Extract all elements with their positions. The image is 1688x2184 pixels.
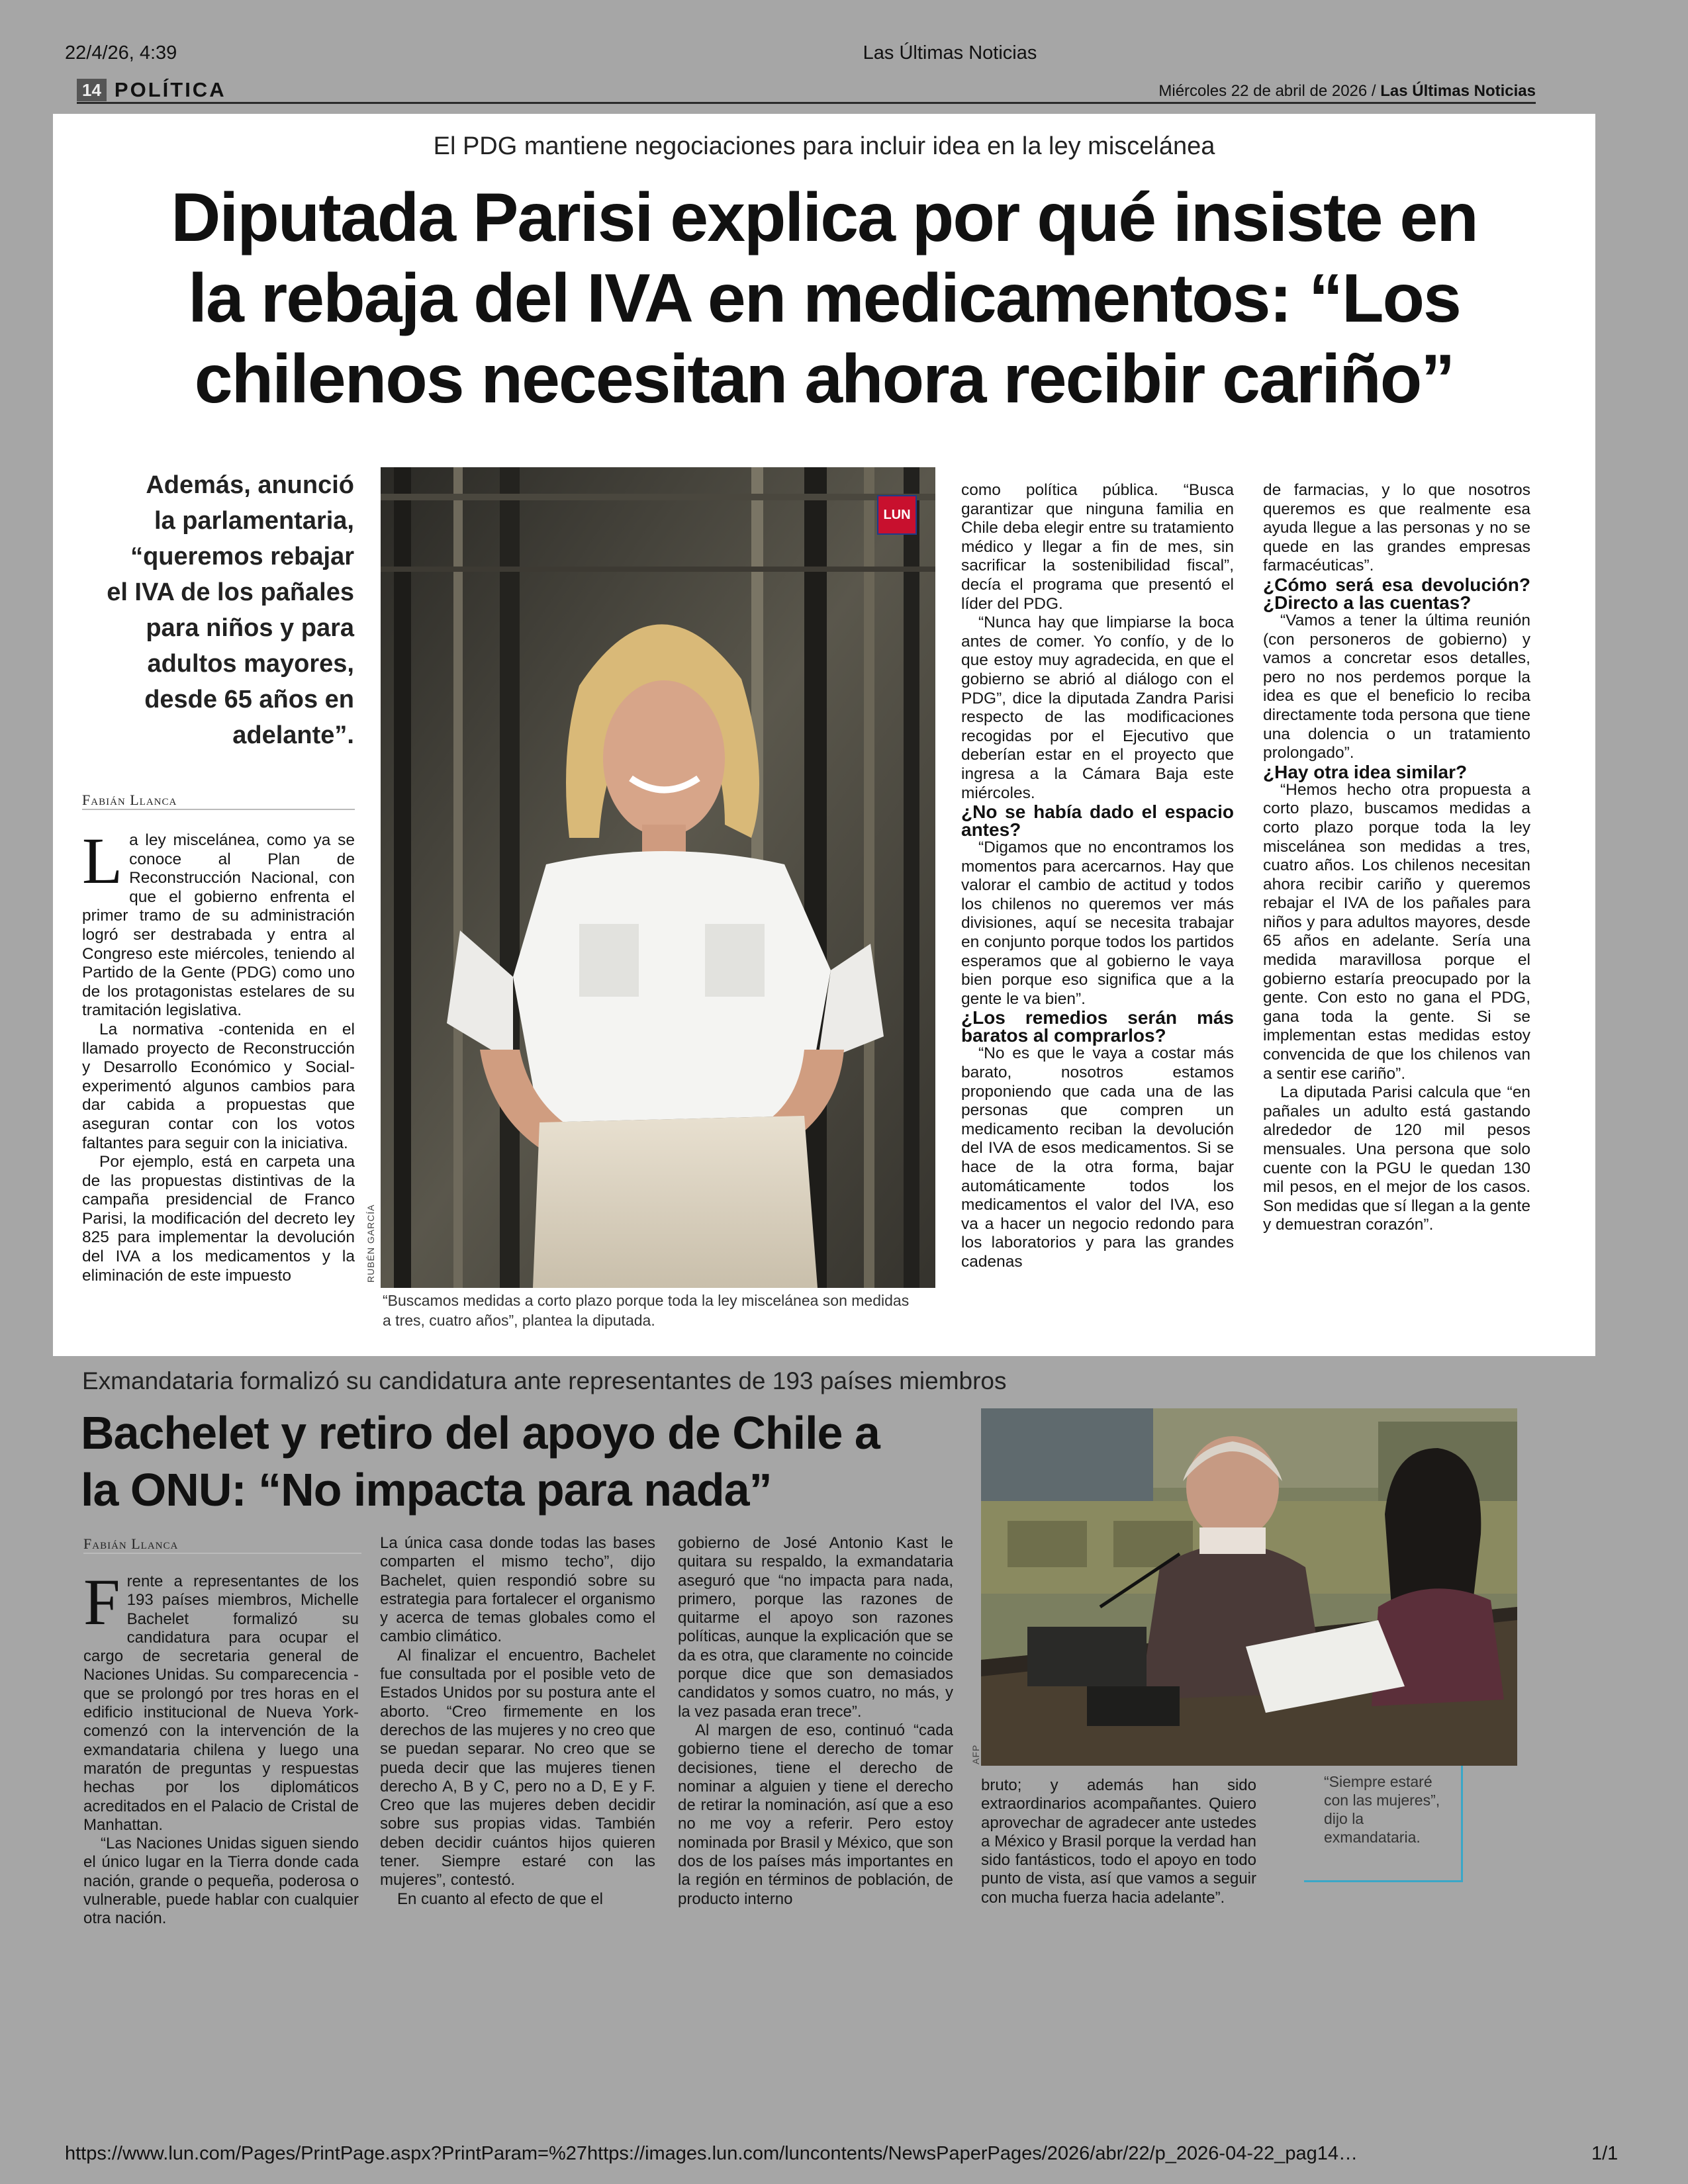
parisi-photo-illustration bbox=[381, 467, 935, 1288]
article1-headline bbox=[53, 177, 1595, 420]
lead-line: desde 65 años en bbox=[144, 686, 354, 713]
interview-question: ¿Hay otra idea similar? bbox=[1263, 761, 1468, 782]
body-paragraph: “Las Naciones Unidas siguen siendo el único lugar en la Tierra donde cada nación, grande o pequeña, poderosa o vulnerable, puede hablar con cualquier otra nación. bbox=[83, 1835, 359, 1928]
body-paragraph: “Hemos hecho otra propuesta a corto plazo, buscamos medidas a corto plazo porque toda la ley misceláneа son medidas a tres, cuatro años. Los chilenos necesitan ahora recibir cariño y queremos rebajar el IVA de los pañales para niños y para adultos mayores, desde 65 años en adelante. Sería una medida maravillosa porque el gobierno estaría preocupado por la gente. Con esto no gana el PDG, gana toda la gente. Si se implementan estas medidas estoy convencida de que los chilenos van a sentir ese cariño”. bbox=[1263, 780, 1530, 1083]
body-paragraph: “Digamos que no encontramos los momentos para acercarnos. Hay que valorar el cambio de actitud y todos los chilenos no queremos ver más divisiones, aquí se necesita trabajar en conjunto porque todos los partidos esperamos que al gobierno le vaya bien porque eso significa que a la gente le va bien”. bbox=[961, 839, 1234, 1008]
paper-name: Las Últimas Noticias bbox=[1380, 82, 1536, 100]
article1-column-1 bbox=[82, 824, 355, 1285]
drop-cap: F bbox=[83, 1565, 120, 1639]
body-paragraph: “No es que le vaya a costar más barato, nosotros estamos proponiendo que cada una de las personas que compren un medicamento reciban la devolución del IVA de esos medicamentos. Si se hace de la otra forma, bajar automáticamente todos los medicamentos el valor del IVA, eso va a hacer un negocio redondo para los laboratorios y para las grandes cadenas bbox=[961, 1044, 1234, 1271]
article1-byline: Fabián Llanca bbox=[82, 792, 177, 808]
body-paragraph: La única casa donde todas las bases comparten el mismo techo”, dijo Bachelet, quien respondió sobre su estrategia para fortalecer el organismo y acerca de temas globales como el cambio climático. bbox=[380, 1534, 655, 1646]
article1-column-4 bbox=[1263, 481, 1530, 1235]
body-paragraph: La normativa -contenida en el llamado proyecto de Reconstrucción y Desarrollo Económico y Social- experimentó algunos cambios para dar cabida a propuestas que aseguran contar con los votos faltantes para seguir con la iniciativa. bbox=[82, 1020, 355, 1152]
body-paragraph: La diputada Parisi calcula que “en pañales un adulto está gastando alrededor de 120 mil pesos mensuales. Una persona que solo cuente con la PGU le quedan 130 mil pesos, en el mejor de los casos. Son medidas que sí llegan a la gente y demuestran corazón”. bbox=[1263, 1083, 1530, 1234]
body-paragraph: como política pública. “Busca garantizar que ninguna familia en Chile deba elegir entre su tratamiento médico y llegar a fin de mes, sin sacrificar la sostenibilidad fiscal”, decía el programa que presentó el líder del PDG. bbox=[961, 481, 1234, 613]
article2-column-2 bbox=[380, 1534, 655, 1909]
photo-caption-quote: “Siempre estaré con las mujeres”, dijo la exmandataria. bbox=[1324, 1773, 1440, 1846]
article1-kicker: El PDG mantiene negociaciones para incluir idea en la ley misceláneа bbox=[433, 132, 1215, 160]
body-paragraph: Al margen de eso, continuó “cada gobierno tiene el derecho de tomar decisiones, tiene el derecho de nominar a alguien y tiene el derecho de retirar la nominación, así que a eso no me voy a referir. Pero estoy nominada por Brasil y México, que son dos de los países más importantes en la región en términos de población, de producto interno bbox=[678, 1721, 953, 1908]
lun-logo-badge: LUN bbox=[877, 495, 917, 535]
photo-caption-box bbox=[1304, 1766, 1463, 1882]
body-paragraph: Frente a representantes de los 193 países miembros, Michelle Bachelet formalizó su candidatura para ocupar el cargo de secretaria general de Naciones Unidas. Su comparecencia -que se prolongó por tres horas en el edificio institucional de Nueva York- comenzó con la intervención de la exmandataria chilena y luego una maratón de preguntas y respuestas hechas por los diplomáticos acreditados en el Palacio de Cristal de Manhattan. bbox=[83, 1565, 359, 1834]
page-number: 14 bbox=[77, 79, 107, 101]
byline-rule bbox=[83, 1553, 361, 1554]
lead-line: el IVA de los pañales bbox=[107, 578, 354, 606]
drop-cap: L bbox=[82, 824, 123, 897]
bachelet-photo bbox=[981, 1408, 1517, 1766]
article2-column-3 bbox=[678, 1534, 953, 1909]
print-page-count: 1/1 bbox=[1591, 2143, 1618, 2164]
print-timestamp: 22/4/26, 4:39 bbox=[65, 42, 177, 64]
article2-headline bbox=[81, 1404, 968, 1518]
interview-question: ¿No se había dado el espacio antes? bbox=[961, 801, 1234, 841]
bachelet-photo-illustration bbox=[981, 1408, 1517, 1766]
article1-lead bbox=[79, 467, 354, 753]
article2-byline: Fabián Llanca bbox=[83, 1535, 179, 1552]
lead-line: Además, anunció bbox=[146, 471, 354, 499]
lead-line: la parlamentaria, bbox=[154, 507, 354, 535]
dateline bbox=[1046, 82, 1536, 101]
lead-line: adelante”. bbox=[232, 721, 354, 749]
body-paragraph: En cuanto al efecto de que el bbox=[397, 1889, 603, 1908]
section-title: POLÍTICA bbox=[114, 78, 226, 101]
lead-line: para niños y para bbox=[146, 614, 354, 642]
interview-question: ¿Cómo será esa devolución? ¿Directo a las cuentas? bbox=[1263, 574, 1530, 613]
article1-column-3 bbox=[961, 481, 1234, 1272]
dateline-separator: / bbox=[1367, 82, 1381, 100]
parisi-photo bbox=[381, 467, 935, 1288]
lead-line: “queremos rebajar bbox=[130, 543, 354, 570]
article2-column-1 bbox=[83, 1565, 359, 1929]
print-url: https://www.lun.com/Pages/PrintPage.aspx?PrintParam=%27https://images.lun.com/luncontents/NewsPaperPages/2026/abr/22/p_2026-04-22_pag14… bbox=[65, 2143, 1358, 2164]
body-paragraph: gobierno de José Antonio Kast le quitara su respaldo, la exmandataria aseguró que “no impacta para nada, primero, porque las razones de quitarme el apoyo son razones políticas, aunque la explicación que se da es otra, que claramente no coincide porque dice que son demasiados candidatos y somos cuatro, no más, y la vez pasada eran trece”. bbox=[678, 1534, 953, 1721]
photo-credit: RUBÉN GARCÍA bbox=[365, 1204, 376, 1283]
headline-line: la ONU: “No impacta para nada” bbox=[81, 1464, 772, 1516]
print-site-title: Las Últimas Noticias bbox=[863, 42, 1037, 64]
section-rule bbox=[77, 102, 1536, 104]
body-paragraph: bruto; y además han sido extraordinarios acompañantes. Quiero aprovechar de agradecer ante ustedes a México y Brasil porque la verdad han sido fantásticos, todo el apoyo en todo punto de vista, así que vamos a seguir con mucha fuerza hacia adelante”. bbox=[981, 1776, 1256, 1907]
photo-credit: AFP bbox=[970, 1744, 981, 1764]
article2-column-4 bbox=[981, 1776, 1256, 1907]
headline-line: Bachelet y retiro del apoyo de Chile a bbox=[81, 1407, 880, 1459]
headline-line: chilenos necesitan ahora recibir cariño” bbox=[194, 341, 1454, 418]
section-header bbox=[77, 78, 226, 102]
body-paragraph: “Vamos a tener la última reunión (con personeros de gobierno) y vamos a concretar esos detalles, pero no nos perdemos porque la idea es que el beneficio lo reciba directamente toda persona que tiene una dolencia o un tratamiento prolongado”. bbox=[1263, 611, 1530, 762]
headline-line: Diputada Parisi explica por qué insiste en bbox=[171, 179, 1477, 256]
body-paragraph: Por ejemplo, está en carpeta una de las propuestas distintivas de la campaña presidencial de Franco Parisi, la modificación del decreto ley 825 para implementar la devolución del IVA a los medicamentos y la eliminación de este impuesto bbox=[82, 1153, 355, 1285]
photo-caption: “Buscamos medidas a corto plazo porque toda la ley misceláneа son medidas a tres, cuatro años”, plantea la diputada. bbox=[383, 1292, 910, 1329]
issue-date: Miércoles 22 de abril de 2026 bbox=[1158, 82, 1368, 100]
interview-question: ¿Los remedios serán más baratos al comprarlos? bbox=[961, 1007, 1234, 1046]
byline-rule bbox=[82, 809, 355, 810]
lead-line: adultos mayores, bbox=[147, 650, 354, 678]
body-paragraph: La ley misceláneа, como ya se conoce al Plan de Reconstrucción Nacional, con que el gobierno enfrenta el primer tramo de su administración logró ser destrabada y entra al Congreso este miércoles, teniendo al Partido de la Gente (PDG) como uno de los protagonistas estelares de su tramitación legislativa. bbox=[82, 824, 355, 1020]
article2-kicker: Exmandataria formalizó su candidatura ante representantes de 193 países miembros bbox=[82, 1367, 1007, 1394]
headline-line: la rebaja del IVA en medicamentos: “Los bbox=[188, 260, 1460, 337]
body-paragraph: de farmacias, y lo que nosotros queremos es que realmente esa ayuda llegue a las personas y no se quede en las grandes empresas farmacéuticas”. bbox=[1263, 481, 1530, 575]
body-paragraph: Al finalizar el encuentro, Bachelet fue consultada por el posible veto de Estados Unidos por su postura ante el aborto. “Creo firmemente en los derechos de las mujeres y no creo que se puedan separar. No creo que se pueda decir que las mujeres tienen derecho A, B y C, pero no a D, E y F. Creo que las mujeres deben decidir sobre sus propias vidas. También deben decidir cuántos hijos quieren tener. Siempre estaré con las mujeres”, contestó. bbox=[380, 1646, 655, 1889]
body-paragraph: “Nunca hay que limpiarse la boca antes de comer. Yo confío, y de lo que estoy muy agradecida, en que el gobierno se abrió al diálogo con el PDG”, dice la diputada Zandra Parisi respecto de las modificaciones recogidas por el Ejecutivo que deberían estar en el proyecto que ingresa a la Cámara Baja este miércoles. bbox=[961, 614, 1234, 802]
